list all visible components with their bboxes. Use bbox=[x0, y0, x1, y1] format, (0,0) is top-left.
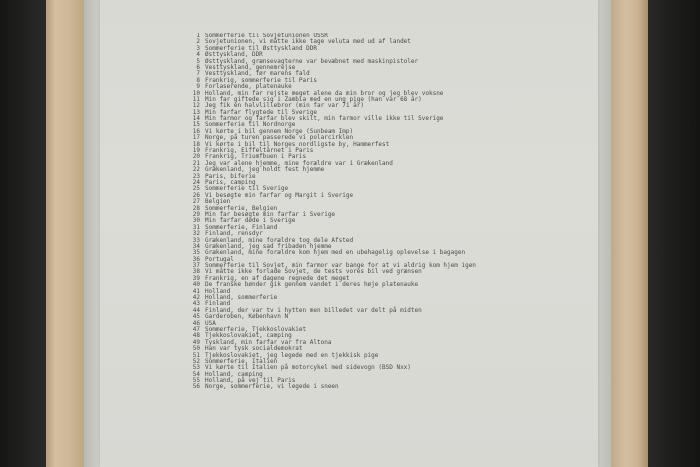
list-item-number: 5 bbox=[196, 57, 200, 65]
list-item-text: USA bbox=[205, 319, 216, 327]
list-item-text: Finland, der var tv i hytten men billedet var delt på midten bbox=[205, 306, 422, 314]
frame-right-edge bbox=[611, 0, 648, 467]
list-item-text: Holland, på vej til Paris bbox=[205, 377, 296, 385]
wall-right bbox=[648, 0, 700, 467]
list-item-text: Tjekkoslovakiet, jeg legede med en tjekkisk pige bbox=[205, 351, 379, 359]
list-item-text: Grækenland, jeg sad fribaden hjemme bbox=[205, 242, 332, 250]
list-item-number: 39 bbox=[192, 274, 200, 282]
list-item-text: Finland bbox=[205, 300, 231, 308]
list-item-text: Vi måtte ikke forlade Sovjet, de tests vores bil ved grænsen bbox=[205, 268, 422, 276]
list-item-number: 50 bbox=[192, 345, 200, 353]
list-item-number: 37 bbox=[192, 262, 200, 270]
list-item-text: Holland, sommerferie bbox=[205, 294, 278, 302]
list-item-text: Min far giftede sig i Zambia med en ung pige (han var 68 år) bbox=[205, 95, 422, 103]
list-item-number: 36 bbox=[192, 255, 200, 263]
list-item-number: 25 bbox=[192, 185, 200, 193]
list-item-text: Paris, biferie bbox=[205, 172, 256, 180]
list-item-number: 51 bbox=[192, 351, 200, 359]
list-item-text: De franske bønder gik gennem vandet i deres høje platenauke bbox=[205, 281, 419, 289]
list-item-text: Vi kørte til Italien på motorcykel med sidevogn (BSD Nxx) bbox=[205, 364, 411, 372]
list-item bbox=[186, 384, 516, 390]
list-item-text: Sommerferie, Belgien bbox=[205, 204, 278, 212]
list-item-number: 47 bbox=[192, 325, 200, 333]
list-item-number: 41 bbox=[192, 287, 200, 295]
list-item-number: 16 bbox=[192, 127, 200, 135]
typed-list bbox=[186, 33, 516, 463]
list-item-text: Min farfar flygtede til Sverige bbox=[205, 108, 317, 116]
list-item-text: Vi kørte i bil til Norges nordligste by, Hammerfest bbox=[205, 140, 390, 148]
list-item-text: Sommerferie til Sovjet, min farmor var bange for at vi aldrig kom hjem igen bbox=[205, 262, 476, 270]
list-item-text: Vesttyskland, før marens fald bbox=[205, 70, 310, 78]
list-item-text: Frankrig, Triumfbuen i Paris bbox=[205, 153, 307, 161]
list-item-text: Frankrig, Eiffeltårnet i Paris bbox=[205, 147, 314, 155]
list-item-text: Jeg var alene hjemme, mine forældre var i Grækenland bbox=[205, 159, 393, 167]
list-item-number: 14 bbox=[192, 115, 200, 123]
list-item-text: Sommerferie, Finland bbox=[205, 223, 278, 231]
list-item-text: Holland, min far rejste meget alene da min bror og jeg blev voksne bbox=[205, 89, 444, 97]
list-item-number: 29 bbox=[192, 210, 200, 218]
list-item-text: Sommerferie, Italien bbox=[205, 357, 278, 365]
list-item-number: 46 bbox=[192, 319, 200, 327]
list-item-text: Holland bbox=[205, 287, 231, 295]
list-item-text: Østtyskland, DDR bbox=[205, 51, 263, 59]
list-item-text: Frankrig, sommerferie til Paris bbox=[205, 76, 317, 84]
list-item-number: 27 bbox=[192, 198, 200, 206]
list-item-number: 53 bbox=[192, 364, 200, 372]
list-item-number: 26 bbox=[192, 191, 200, 199]
list-item-text: Forlaserende, platenauke bbox=[205, 83, 292, 91]
list-item-number: 23 bbox=[192, 172, 200, 180]
list-item-number: 9 bbox=[196, 83, 200, 91]
list-item-number: 20 bbox=[192, 153, 200, 161]
list-item-number: 8 bbox=[196, 76, 200, 84]
list-item-text: Han var tysk socialdemokrat bbox=[205, 345, 303, 353]
list-item-number: 48 bbox=[192, 332, 200, 340]
list-item-text: Sovjetunionen, vi måtte ikke tage veluta med ud af landet bbox=[205, 38, 411, 46]
list-item-number: 42 bbox=[192, 294, 200, 302]
list-item-number: 13 bbox=[192, 108, 200, 116]
list-item-text: Holland, camping bbox=[205, 370, 263, 378]
list-item-text: Sommerferie til Sovjetunionen USSR bbox=[205, 33, 328, 39]
wall-left bbox=[0, 0, 46, 467]
list-item-number: 32 bbox=[192, 230, 200, 238]
list-item-number: 19 bbox=[192, 147, 200, 155]
list-item-text: Finland, rensdyr bbox=[205, 230, 263, 238]
list-item-number: 3 bbox=[196, 44, 200, 52]
list-item-text: Sommerferie til Østtyskland DDR bbox=[205, 44, 317, 52]
list-item-number: 10 bbox=[192, 89, 200, 97]
list-item-text: Min farfar døde i Sverige bbox=[205, 217, 296, 225]
list-item-text: Tjekkoslovakiet, camping bbox=[205, 332, 292, 340]
list-item-text: Garderoben, København N bbox=[205, 313, 289, 321]
list-item-number: 34 bbox=[192, 242, 200, 250]
list-item-number: 4 bbox=[196, 51, 200, 59]
list-item-number: 35 bbox=[192, 249, 200, 257]
list-item-number: 18 bbox=[192, 140, 200, 148]
list-item-number: 7 bbox=[196, 70, 200, 78]
list-item-text: Jeg fik en halvlillebror (min far var 71 år) bbox=[205, 102, 364, 110]
frame-left-edge bbox=[46, 0, 84, 467]
list-item-number: 52 bbox=[192, 357, 200, 365]
list-item-number: 49 bbox=[192, 338, 200, 346]
list-item-text: Vi besøgte min farfar og Margit i Sverige bbox=[205, 191, 354, 199]
list-item-text: Frankrig, en af dagene regnede det meget bbox=[205, 274, 350, 282]
list-item-text: Min farmor og farfar blev skilt, min farmor ville ikke til Sverige bbox=[205, 115, 444, 123]
list-item-text: Belgien bbox=[205, 198, 231, 206]
list-item-text: Sommerferie til Nordnorge bbox=[205, 121, 296, 129]
list-item-text: Tyskland, min farfar var fra Altona bbox=[205, 338, 332, 346]
list-item-number: 56 bbox=[192, 383, 200, 391]
list-item-text: Portugal bbox=[205, 255, 234, 263]
list-item-number: 22 bbox=[192, 166, 200, 174]
list-item-number: 15 bbox=[192, 121, 200, 129]
list-item-text: Paris, camping bbox=[205, 178, 256, 186]
list-item-number: 6 bbox=[196, 63, 200, 71]
list-item-text: Min far besøgte min farfar i Sverige bbox=[205, 210, 336, 218]
list-item-number: 43 bbox=[192, 300, 200, 308]
list-item-number: 54 bbox=[192, 370, 200, 378]
list-item-number: 21 bbox=[192, 159, 200, 167]
list-item-number: 2 bbox=[196, 38, 200, 46]
list-item-number: 40 bbox=[192, 281, 200, 289]
list-item-number: 45 bbox=[192, 313, 200, 321]
list-item-number: 55 bbox=[192, 377, 200, 385]
list-item-text: Vi kørte i bil gennem Norge (Sunbeam Imp) bbox=[205, 127, 354, 135]
list-item-text: Norge, sommerferie, vi legede i sneen bbox=[205, 383, 339, 391]
list-item-text: Grækenland, jeg holdt fest hjemme bbox=[205, 166, 325, 174]
list-item-number: 1 bbox=[196, 33, 200, 39]
list-item-text: Sommerferie, Tjekkoslovakiet bbox=[205, 325, 307, 333]
list-item-text: Sommerferie til Sverige bbox=[205, 185, 289, 193]
list-item-number: 33 bbox=[192, 236, 200, 244]
list-item-text: Norge, på turen passerede vi polarcirklen bbox=[205, 134, 354, 142]
list-item-text: Østtyskland, grænsevagterne var bevæbnet med maskinpistoler bbox=[205, 57, 419, 65]
list-item-number: 44 bbox=[192, 306, 200, 314]
list-item-number: 38 bbox=[192, 268, 200, 276]
list-item-number: 17 bbox=[192, 134, 200, 142]
list-item-number: 31 bbox=[192, 223, 200, 231]
list-item-number: 30 bbox=[192, 217, 200, 225]
list-item-number: 12 bbox=[192, 102, 200, 110]
list-item-text: Grækenland, mine forældre tog dele Afsted bbox=[205, 236, 354, 244]
list-item-number: 11 bbox=[192, 95, 200, 103]
list-item-number: 28 bbox=[192, 204, 200, 212]
list-item-text: Vesttyskland, gennemrejse bbox=[205, 63, 296, 71]
list-item-text: Grækenland, mine forældre kom hjem med en ubehagelig oplevelse i bagagen bbox=[205, 249, 466, 257]
list-item-number: 24 bbox=[192, 178, 200, 186]
